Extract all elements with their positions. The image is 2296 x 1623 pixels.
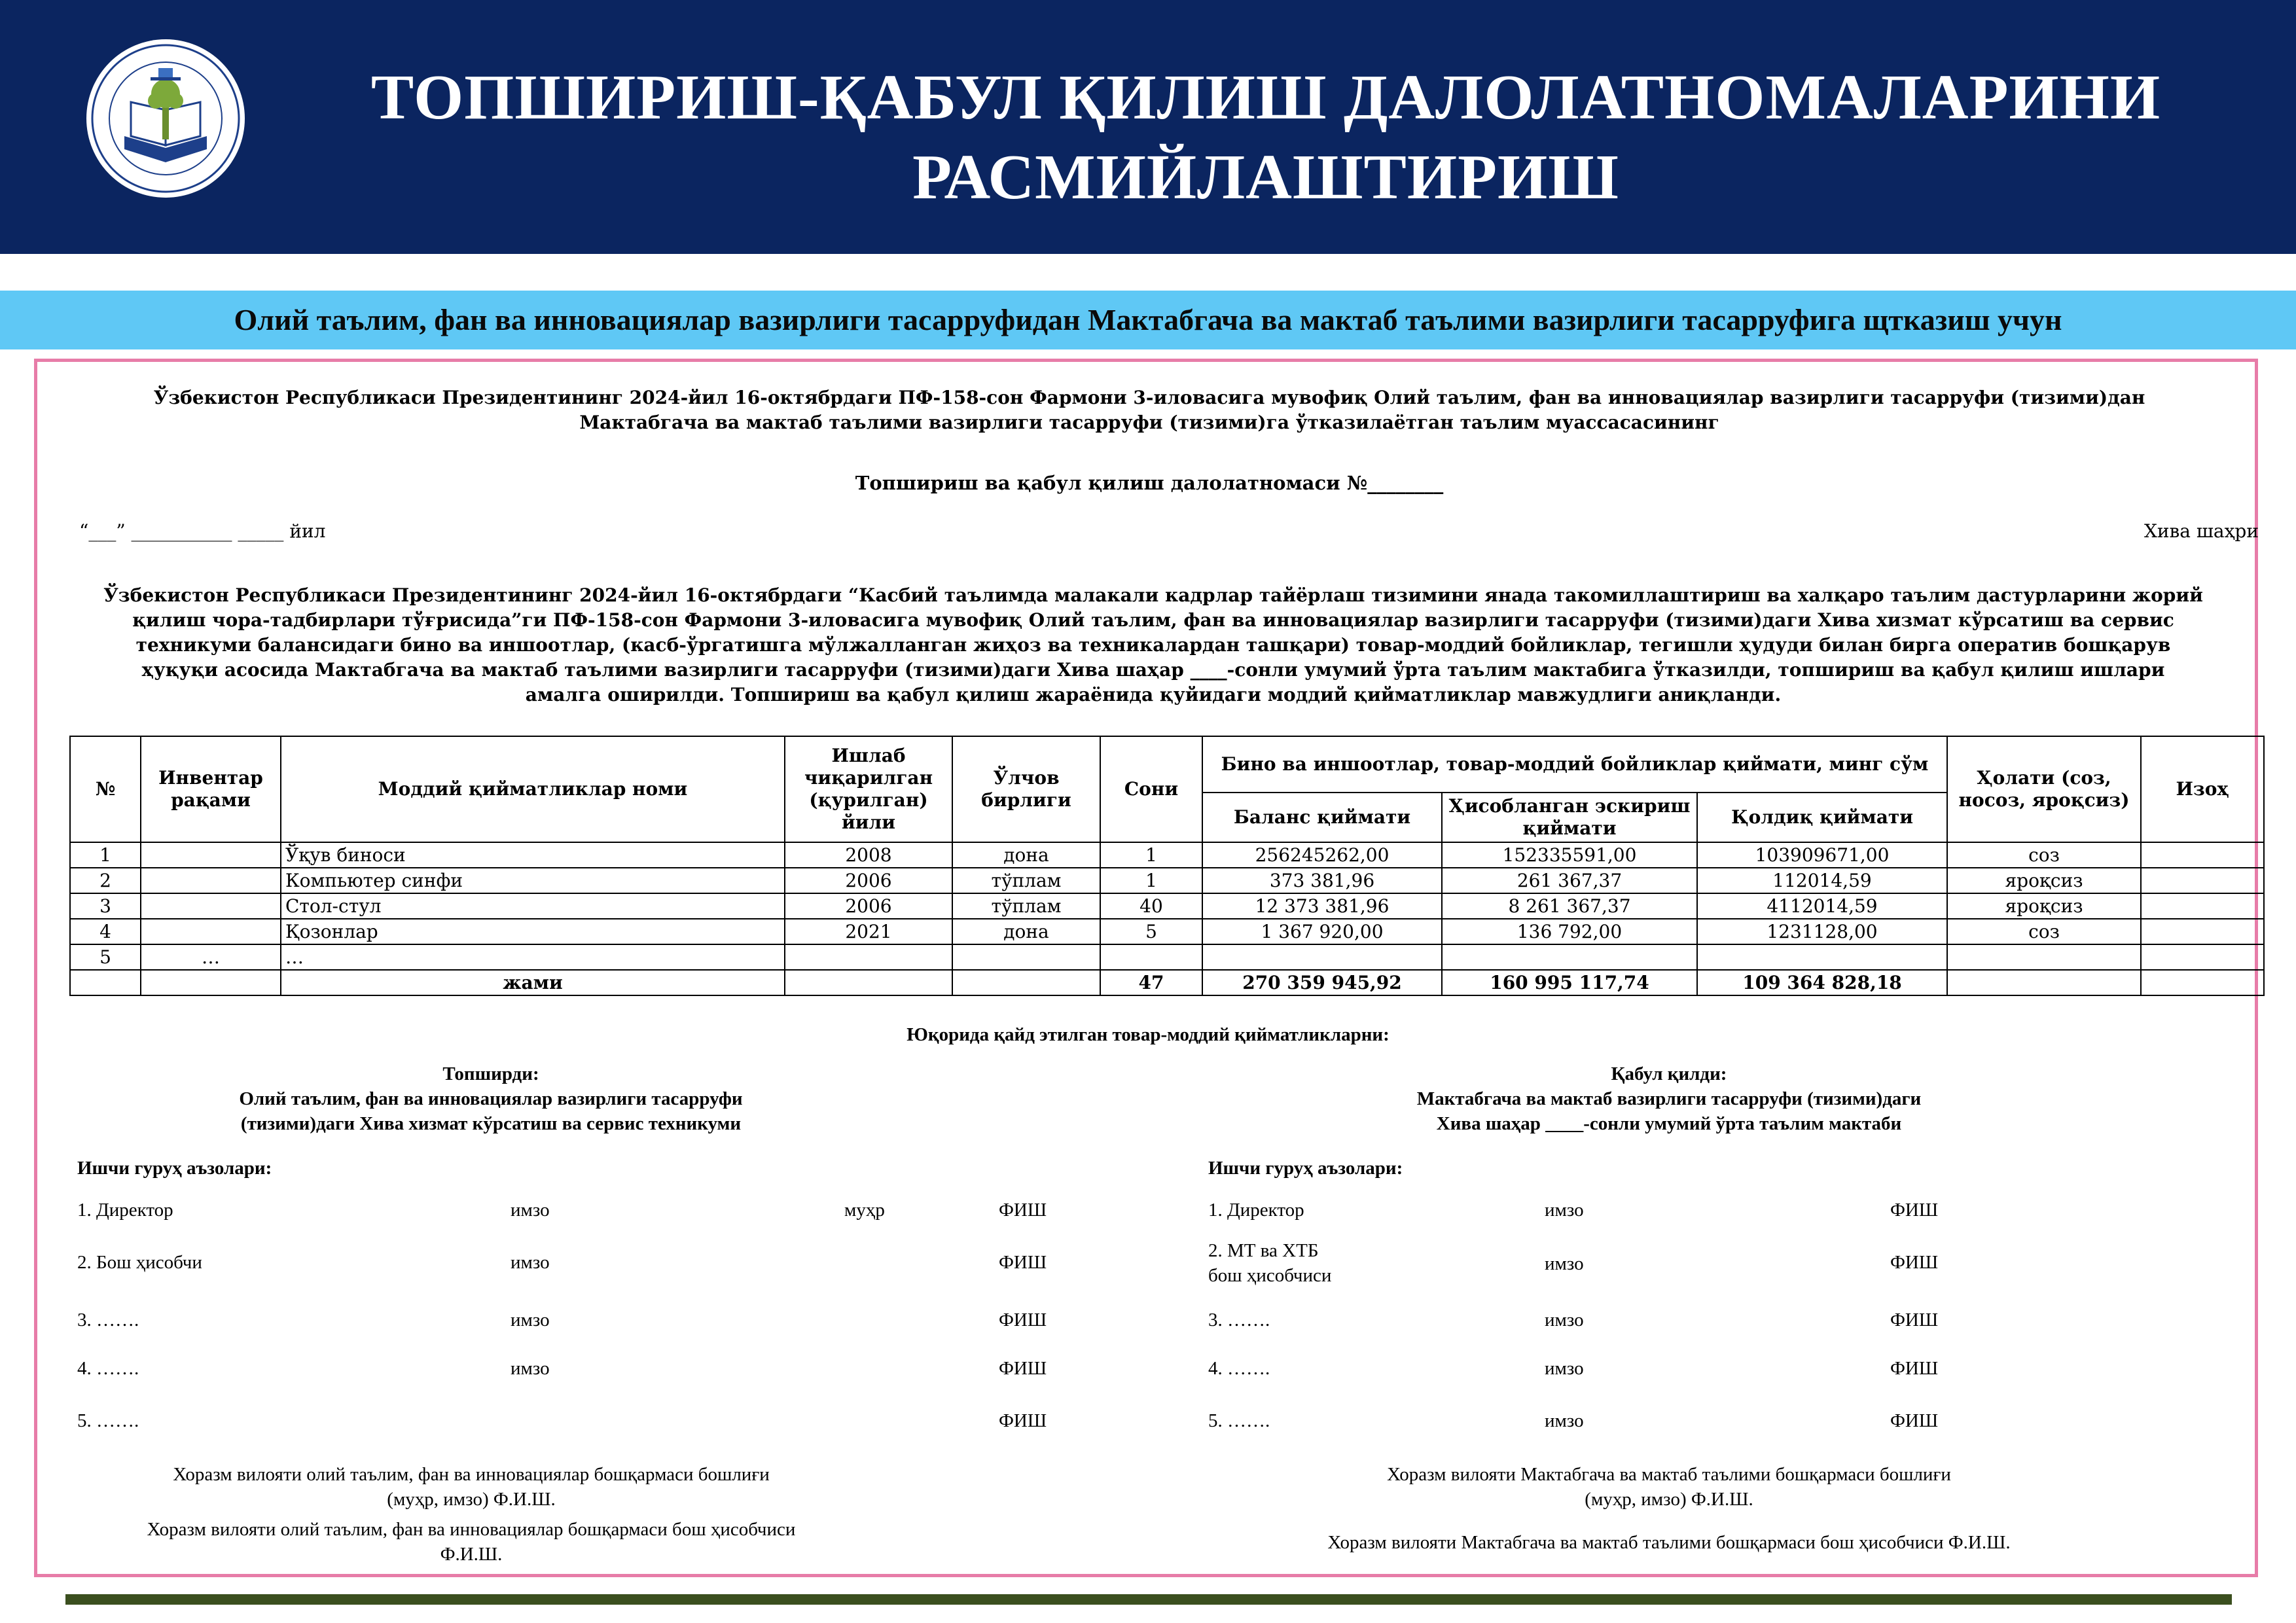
right-member-fio: ФИШ [1890, 1200, 1939, 1221]
left-member-role: 2. Бош ҳисобчи [77, 1252, 202, 1273]
cell-note [2141, 919, 2264, 944]
cell-depreciation: 261 367,37 [1442, 868, 1697, 893]
cell-condition: яроқсиз [1947, 868, 2141, 893]
cell-condition: яроқсиз [1947, 893, 2141, 919]
cell-inventory [141, 919, 281, 944]
cell-balance: 373 381,96 [1202, 868, 1442, 893]
table-row [70, 868, 2264, 893]
right-footer2: Хоразм вилояти Мактабгача ва мактаб таълими бошқармаси бош ҳисобчиси Ф.И.Ш. [1327, 1532, 2011, 1553]
right-heading: Қабул қилди: [1611, 1063, 1727, 1084]
act-city: Хива шаҳри [2144, 520, 2259, 542]
body-line: қилиш чора-тадбирлари тўғрисида”ги ПФ-158-сон Фармони 3-иловасига мувофиқ Олий таълим, фан ва инновациялар вазирлиги тасарруфи (тизими)даги Хива хизмат кўрсатиш ва сервис [132, 609, 2174, 631]
body-line: ҳуқуқи асосида Мактабгача ва мактаб таълими вазирлиги тасарруфи (тизими)даги Хива шаҳар ____-сонли умумий ўрта таълим мактабига ўтказилди, топшириш ва қабул қилиш ишлари [141, 659, 2165, 681]
total-depreciation: 160 995 117,74 [1442, 970, 1697, 995]
cell-note [2141, 893, 2264, 919]
header-unit: Ўлчов бирлиги [952, 736, 1100, 842]
cell-name: Ўқув биноси [281, 842, 785, 868]
header-condition: Ҳолати (соз, носоз, яроқсиз) [1947, 736, 2141, 842]
right-member-sign: имзо [1545, 1310, 1584, 1330]
table-row [70, 944, 2264, 970]
cell-empty [2141, 970, 2264, 995]
total-residual: 109 364 828,18 [1697, 970, 1947, 995]
header-year: Ишлаб чиқарилган (қурилган) йили [785, 736, 952, 842]
cell-empty [952, 970, 1100, 995]
cell-name: Стол-стул [281, 893, 785, 919]
left-member-fio: ФИШ [999, 1358, 1047, 1379]
cell-residual: 4112014,59 [1697, 893, 1947, 919]
cell-condition: соз [1947, 919, 2141, 944]
cell-balance: 1 367 920,00 [1202, 919, 1442, 944]
left-heading: Топширди: [442, 1063, 539, 1084]
cell-residual [1697, 944, 1947, 970]
cell-depreciation: 152335591,00 [1442, 842, 1697, 868]
right-member-role: 3. ……. [1208, 1310, 1270, 1330]
cell-empty [141, 970, 281, 995]
header-residual: Қолдиқ қиймати [1697, 793, 1947, 842]
right-member-role: 1. Директор [1208, 1200, 1304, 1221]
cell-num: 2 [70, 868, 141, 893]
cell-count: 1 [1100, 842, 1202, 868]
left-footer2 [79, 1517, 864, 1567]
left-org-line2: (тизими)даги Хива хизмат кўрсатиш ва сервис техникуми [240, 1113, 742, 1134]
subtitle-bar [0, 291, 2296, 349]
act-date: “___” ___________ _____ йил [79, 520, 326, 542]
cell-name: Компьютер синфи [281, 868, 785, 893]
act-title: Топшириш ва қабул қилиш далолатномаси №________ [855, 472, 1444, 494]
right-group-label: Ишчи гуруҳ аъзолари: [1208, 1158, 1403, 1179]
left-org-line1: Олий таълим, фан ва инновациялар вазирлиги тасарруфи [239, 1088, 743, 1109]
cell-unit [952, 944, 1100, 970]
act-body-paragraph [63, 583, 2243, 707]
header-banner [0, 0, 2296, 254]
cell-num: 3 [70, 893, 141, 919]
cell-count: 5 [1100, 919, 1202, 944]
assets-table [69, 736, 2265, 996]
body-line: амалга оширилди. Топшириш ва қабул қилиш жараёнида қуйидаги моддий қийматликлар мавжудлиги аниқланди. [525, 684, 1782, 705]
header-count: Сони [1100, 736, 1202, 842]
left-footer1-line1: Хоразм вилояти олий таълим, фан ва инновациялар бошқармаси бошлиғи [173, 1464, 770, 1485]
cell-empty [70, 970, 141, 995]
cell-residual: 112014,59 [1697, 868, 1947, 893]
right-org-line1: Мактабгача ва мактаб вазирлиги тасарруфи (тизими)даги [1416, 1088, 1922, 1109]
left-member-fio: ФИШ [999, 1410, 1047, 1431]
cell-inventory [141, 868, 281, 893]
right-member-fio: ФИШ [1890, 1410, 1939, 1431]
cell-unit: дона [952, 842, 1100, 868]
right-member-role-block [1208, 1238, 1331, 1288]
cell-empty [1947, 970, 2141, 995]
page-title-line1: ТОПШИРИШ-ҚАБУЛ ҚИЛИШ ДАЛОЛАТНОМАЛАРИНИ [370, 62, 2161, 133]
cell-note [2141, 944, 2264, 970]
cell-residual: 103909671,00 [1697, 842, 1947, 868]
right-member-fio: ФИШ [1890, 1252, 1939, 1273]
cell-year [785, 944, 952, 970]
header-num: № [70, 736, 141, 842]
page-title [275, 58, 2257, 217]
cell-year: 2021 [785, 919, 952, 944]
left-member-fio: ФИШ [999, 1310, 1047, 1330]
left-member-fio: ФИШ [999, 1252, 1047, 1273]
table-row [70, 842, 2264, 868]
cell-empty [785, 970, 952, 995]
total-balance: 270 359 945,92 [1202, 970, 1442, 995]
left-footer2-line1: Хоразм вилояти олий таълим, фан ва инновациялар бошқармаси бош ҳисобчиси [147, 1519, 796, 1540]
cell-unit: дона [952, 919, 1100, 944]
cell-inventory [141, 893, 281, 919]
cell-depreciation: 136 792,00 [1442, 919, 1697, 944]
mentioned-text: Юқорида қайд этилган товар-моддий қийматликларни: [906, 1024, 1390, 1045]
left-member-sign: имзо [511, 1252, 550, 1273]
cell-unit: тўплам [952, 868, 1100, 893]
cell-inventory [141, 842, 281, 868]
cell-count: 40 [1100, 893, 1202, 919]
cell-num: 5 [70, 944, 141, 970]
header-value-group: Бино ва иншоотлар, товар-моддий бойликлар қиймати, минг сўм [1202, 736, 1947, 793]
right-member-role: 5. ……. [1208, 1410, 1270, 1431]
university-emblem-icon [85, 38, 246, 199]
total-label: жами [281, 970, 785, 995]
intro-line2: Мактабгача ва мактаб таълими вазирлиги тасарруфи (тизими)га ўтказилаётган таълим муассасасининг [579, 412, 1719, 433]
cell-num: 4 [70, 919, 141, 944]
right-member-sign: имзо [1545, 1253, 1584, 1274]
cell-depreciation: 8 261 367,37 [1442, 893, 1697, 919]
right-footer1 [1244, 1462, 2094, 1512]
cell-balance: 256245262,00 [1202, 842, 1442, 868]
cell-name: … [281, 944, 785, 970]
body-line: Ўзбекистон Республикаси Президентининг 2024-йил 16-октябрдаги “Касбий таълимда малакали кадрлар тайёрлаш тизимини янада такомиллаштириш ва халқаро таълим дастурларини жорий [103, 584, 2203, 606]
footer-divider [65, 1594, 2232, 1605]
left-member-sign: имзо [511, 1200, 550, 1221]
cell-condition [1947, 944, 2141, 970]
left-footer2-line2: Ф.И.Ш. [440, 1544, 503, 1565]
cell-count: 1 [1100, 868, 1202, 893]
table-total-row [70, 970, 2264, 995]
left-member-role: 4. ……. [77, 1358, 139, 1379]
body-line: техникуми балансидаги бино ва иншоотлар, (касб-ўргатишга мўлжалланган жиҳоз ва техникалардан ташқари) товар-моддий бойликлар, тегишли ҳудуди билан бирга оператив бошқарув [135, 634, 2171, 656]
right-party [1244, 1061, 2094, 1136]
right-footer1-line2: (муҳр, имзо) Ф.И.Ш. [1585, 1489, 1753, 1510]
cell-inventory: … [141, 944, 281, 970]
cell-name: Қозонлар [281, 919, 785, 944]
left-member-stamp: муҳр [844, 1200, 885, 1221]
cell-balance: 12 373 381,96 [1202, 893, 1442, 919]
table-row [70, 919, 2264, 944]
cell-num: 1 [70, 842, 141, 868]
cell-year: 2006 [785, 893, 952, 919]
intro-line1: Ўзбекистон Республикаси Президентининг 2024-йил 16-октябрдаги ПФ-158-сон Фармони 3-иловасига мувофиқ Олий таълим, фан ва инновациялар вазирлиги тасарруфи (тизими)дан [153, 387, 2145, 408]
cell-year: 2006 [785, 868, 952, 893]
cell-unit: тўплам [952, 893, 1100, 919]
left-party [65, 1061, 916, 1136]
right-org-line2: Хива шаҳар ____-сонли умумий ўрта таълим мактаби [1436, 1113, 1902, 1134]
right-member-fio: ФИШ [1890, 1358, 1939, 1379]
header-depreciation: Ҳисобланган эскириш қиймати [1442, 793, 1697, 842]
cell-note [2141, 842, 2264, 868]
right-member-sign: имзо [1545, 1410, 1584, 1431]
cell-note [2141, 868, 2264, 893]
header-balance: Баланс қиймати [1202, 793, 1442, 842]
cell-year: 2008 [785, 842, 952, 868]
left-member-sign: имзо [511, 1310, 550, 1330]
cell-count [1100, 944, 1202, 970]
left-group-label: Ишчи гуруҳ аъзолари: [77, 1158, 272, 1179]
left-member-role: 3. ……. [77, 1310, 139, 1330]
header-name: Моддий қийматликлар номи [281, 736, 785, 842]
right-footer1-line1: Хоразм вилояти Мактабгача ва мактаб таълими бошқармаси бошлиғи [1387, 1464, 1951, 1485]
total-count: 47 [1100, 970, 1202, 995]
right-member-sign: имзо [1545, 1200, 1584, 1221]
cell-balance [1202, 944, 1442, 970]
left-member-role: 5. ……. [77, 1410, 139, 1431]
subtitle-text: Олий таълим, фан ва инновациялар вазирлиги тасарруфидан Мактабгача ва мактаб таълими вазирлиги тасарруфига щтказиш учун [234, 303, 2062, 336]
cell-depreciation [1442, 944, 1697, 970]
header-inventory: Инвентар рақами [141, 736, 281, 842]
left-footer1 [79, 1462, 864, 1512]
left-member-fio: ФИШ [999, 1200, 1047, 1221]
left-footer1-line2: (муҳр, имзо) Ф.И.Ш. [387, 1489, 556, 1510]
header-note: Изоҳ [2141, 736, 2264, 842]
right-member-sign: имзо [1545, 1358, 1584, 1379]
cell-condition: соз [1947, 842, 2141, 868]
page-title-line2: РАСМИЙЛАШТИРИШ [912, 142, 1619, 213]
right-member-fio: ФИШ [1890, 1310, 1939, 1330]
right-member-role: 2. МТ ва ХТБ [1208, 1240, 1319, 1261]
right-member-role: 4. ……. [1208, 1358, 1270, 1379]
left-member-role: 1. Директор [77, 1200, 173, 1221]
right-member-role2: бош ҳисобчиси [1208, 1265, 1332, 1286]
left-member-sign: имзо [511, 1358, 550, 1379]
cell-residual: 1231128,00 [1697, 919, 1947, 944]
table-row [70, 893, 2264, 919]
